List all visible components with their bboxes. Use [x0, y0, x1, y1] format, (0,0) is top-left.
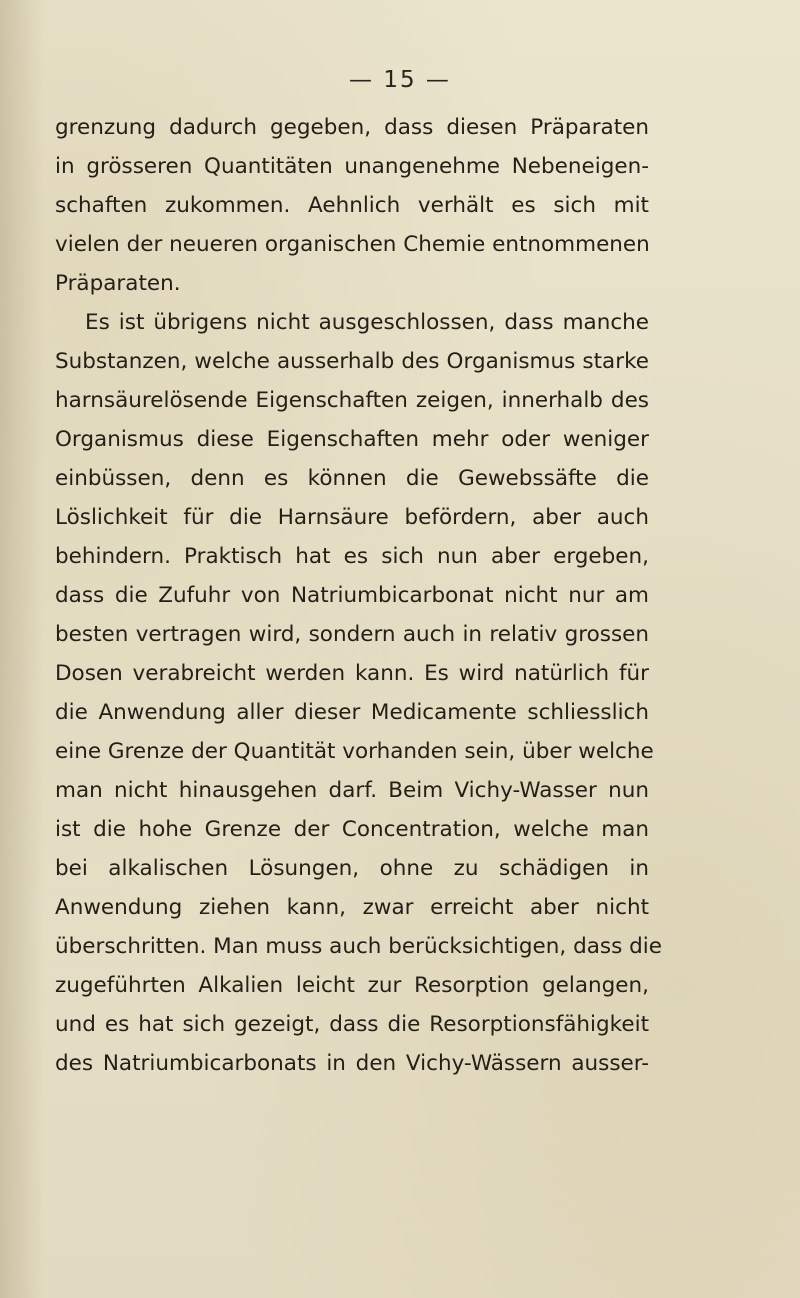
text-line: man nicht hinausgehen darf. Beim Vichy-Wasser nun [55, 778, 649, 803]
text-line: schaften zukommen. Aehnlich verhält es sich mit [55, 193, 649, 218]
text-line: grenzung dadurch gegeben, dass diesen Präparaten [55, 115, 649, 140]
text-line: Anwendung ziehen kann, zwar erreicht aber nicht [55, 895, 649, 920]
body-text [55, 108, 662, 1083]
text-line: Es ist übrigens nicht ausgeschlossen, dass manche [85, 310, 649, 335]
text-line: und es hat sich gezeigt, dass die Resorptionsfähigkeit [55, 1012, 649, 1037]
page-number: — 15 — [349, 67, 451, 93]
text-line: Organismus diese Eigenschaften mehr oder weniger [55, 427, 649, 452]
text-line: Präparaten. [55, 271, 181, 296]
text-line: behindern. Praktisch hat es sich nun aber ergeben, [55, 544, 649, 569]
text-line: harnsäurelösende Eigenschaften zeigen, innerhalb des [55, 388, 649, 413]
text-line: die Anwendung aller dieser Medicamente schliesslich [55, 700, 649, 725]
text-line: bei alkalischen Lösungen, ohne zu schädigen in [55, 856, 649, 881]
text-line: des Natriumbicarbonats in den Vichy-Wässern ausser- [55, 1051, 649, 1076]
text-line: ist die hohe Grenze der Concentration, welche man [55, 817, 649, 842]
text-line: Löslichkeit für die Harnsäure befördern, aber auch [55, 505, 649, 530]
text-line: Substanzen, welche ausserhalb des Organismus starke [55, 349, 649, 374]
text-line: vielen der neueren organischen Chemie entnommenen [55, 232, 650, 257]
text-line: überschritten. Man muss auch berücksichtigen, dass die [55, 934, 662, 959]
text-line: zugeführten Alkalien leicht zur Resorption gelangen, [55, 973, 649, 998]
text-line: dass die Zufuhr von Natriumbicarbonat nicht nur am [55, 583, 649, 608]
text-line: in grösseren Quantitäten unangenehme Nebeneigen- [55, 154, 649, 179]
text-line: besten vertragen wird, sondern auch in relativ grossen [55, 622, 649, 647]
text-line: einbüssen, denn es können die Gewebssäfte die [55, 466, 649, 491]
text-line: Dosen verabreicht werden kann. Es wird natürlich für [55, 661, 649, 686]
text-line: eine Grenze der Quantität vorhanden sein, über welche [55, 739, 654, 764]
